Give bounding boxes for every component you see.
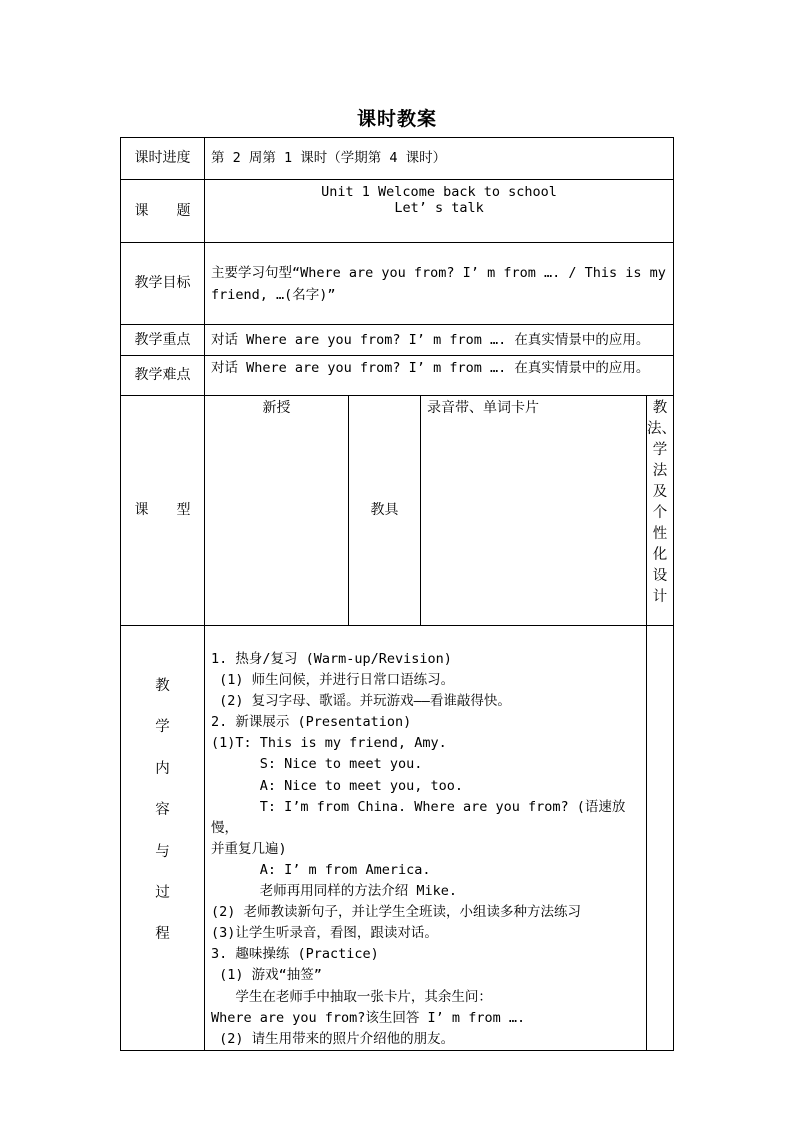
content-line: 并重复几遍) <box>211 840 287 857</box>
content-line: S: Nice to meet you. <box>211 756 423 773</box>
content-line: (2) 老师教读新句子，并让学生全班读，小组读多种方法练习 <box>211 904 582 921</box>
lesson-plan-table <box>120 137 674 1051</box>
content-label-char: 内 <box>155 760 170 777</box>
progress-row <box>121 138 674 180</box>
difficulty-label: 教学难点 <box>121 356 205 396</box>
content-side-blank <box>647 626 674 1051</box>
method-design-label: 教法、学法及个性化设计 <box>647 396 674 626</box>
content-line: (1)T: This is my friend, Amy. <box>211 735 447 752</box>
content-line: (1) 师生问候，并进行日常口语练习。 <box>211 672 455 689</box>
topic-unit: Unit 1 Welcome back to school <box>321 184 557 200</box>
content-line: 老师再用同样的方法介绍 Mike. <box>211 883 458 900</box>
type-label: 课 型 <box>121 396 205 626</box>
topic-value <box>205 180 674 243</box>
content-line: 3. 趣味操练 (Practice) <box>211 946 379 963</box>
topic-subtitle: Let’ s talk <box>394 200 484 217</box>
content-line: A: Nice to meet you, too. <box>211 777 463 794</box>
key-label: 教学重点 <box>121 325 205 356</box>
content-label-text <box>127 666 198 956</box>
content-label-char: 学 <box>155 719 170 736</box>
content-label-char: 与 <box>155 843 170 860</box>
content-line: (1) 游戏“抽签” <box>211 967 322 984</box>
content-label <box>121 626 205 1051</box>
aids-label: 教具 <box>349 396 421 626</box>
progress-value: 第 2 周第 1 课时（学期第 4 课时） <box>205 138 674 180</box>
content-label-char: 教 <box>155 678 170 694</box>
content-label-char: 容 <box>155 802 170 819</box>
content-row <box>121 626 674 1051</box>
content-line: 学生在老师手中抽取一张卡片，其余生问： <box>211 988 492 1005</box>
content-line: (2) 复习字母、歌谣。并玩游戏——看谁敲得快。 <box>211 693 511 710</box>
content-line: (3)让学生听录音，看图，跟读对话。 <box>211 925 438 942</box>
content-line: T: I’m from China. Where are you from? (语速放慢， <box>211 798 626 836</box>
goal-row <box>121 243 674 325</box>
goal-value: 主要学习句型“Where are you from? I’ m from …. / This is my friend, …(名字)” <box>205 243 674 325</box>
content-label-char: 程 <box>155 926 170 943</box>
content-line: 2. 新课展示 (Presentation) <box>211 714 412 731</box>
key-value: 对话 Where are you from? I’ m from …. 在真实情景中的应用。 <box>205 325 674 356</box>
topic-label: 课 题 <box>121 180 205 243</box>
key-row <box>121 325 674 356</box>
type-value: 新授 <box>205 396 349 626</box>
content-line: Where are you from?该生回答 I’ m from …. <box>211 1009 526 1026</box>
content-line: (2) 请生用带来的照片介绍他的朋友。 <box>211 1030 455 1047</box>
aids-value: 录音带、单词卡片 <box>421 396 647 626</box>
content-body <box>205 626 647 1051</box>
topic-row <box>121 180 674 243</box>
progress-label: 课时进度 <box>121 138 205 180</box>
content-label-char: 过 <box>155 885 170 902</box>
content-line: A: I’ m from America. <box>211 861 431 878</box>
difficulty-row <box>121 356 674 396</box>
content-line: 1. 热身/复习 (Warm-up/Revision) <box>211 651 452 667</box>
page-title: 课时教案 <box>356 108 437 130</box>
type-row <box>121 396 674 626</box>
difficulty-value: 对话 Where are you from? I’ m from …. 在真实情景中的应用。 <box>205 356 674 396</box>
content-lines <box>211 649 642 1050</box>
goal-label: 教学目标 <box>121 243 205 325</box>
